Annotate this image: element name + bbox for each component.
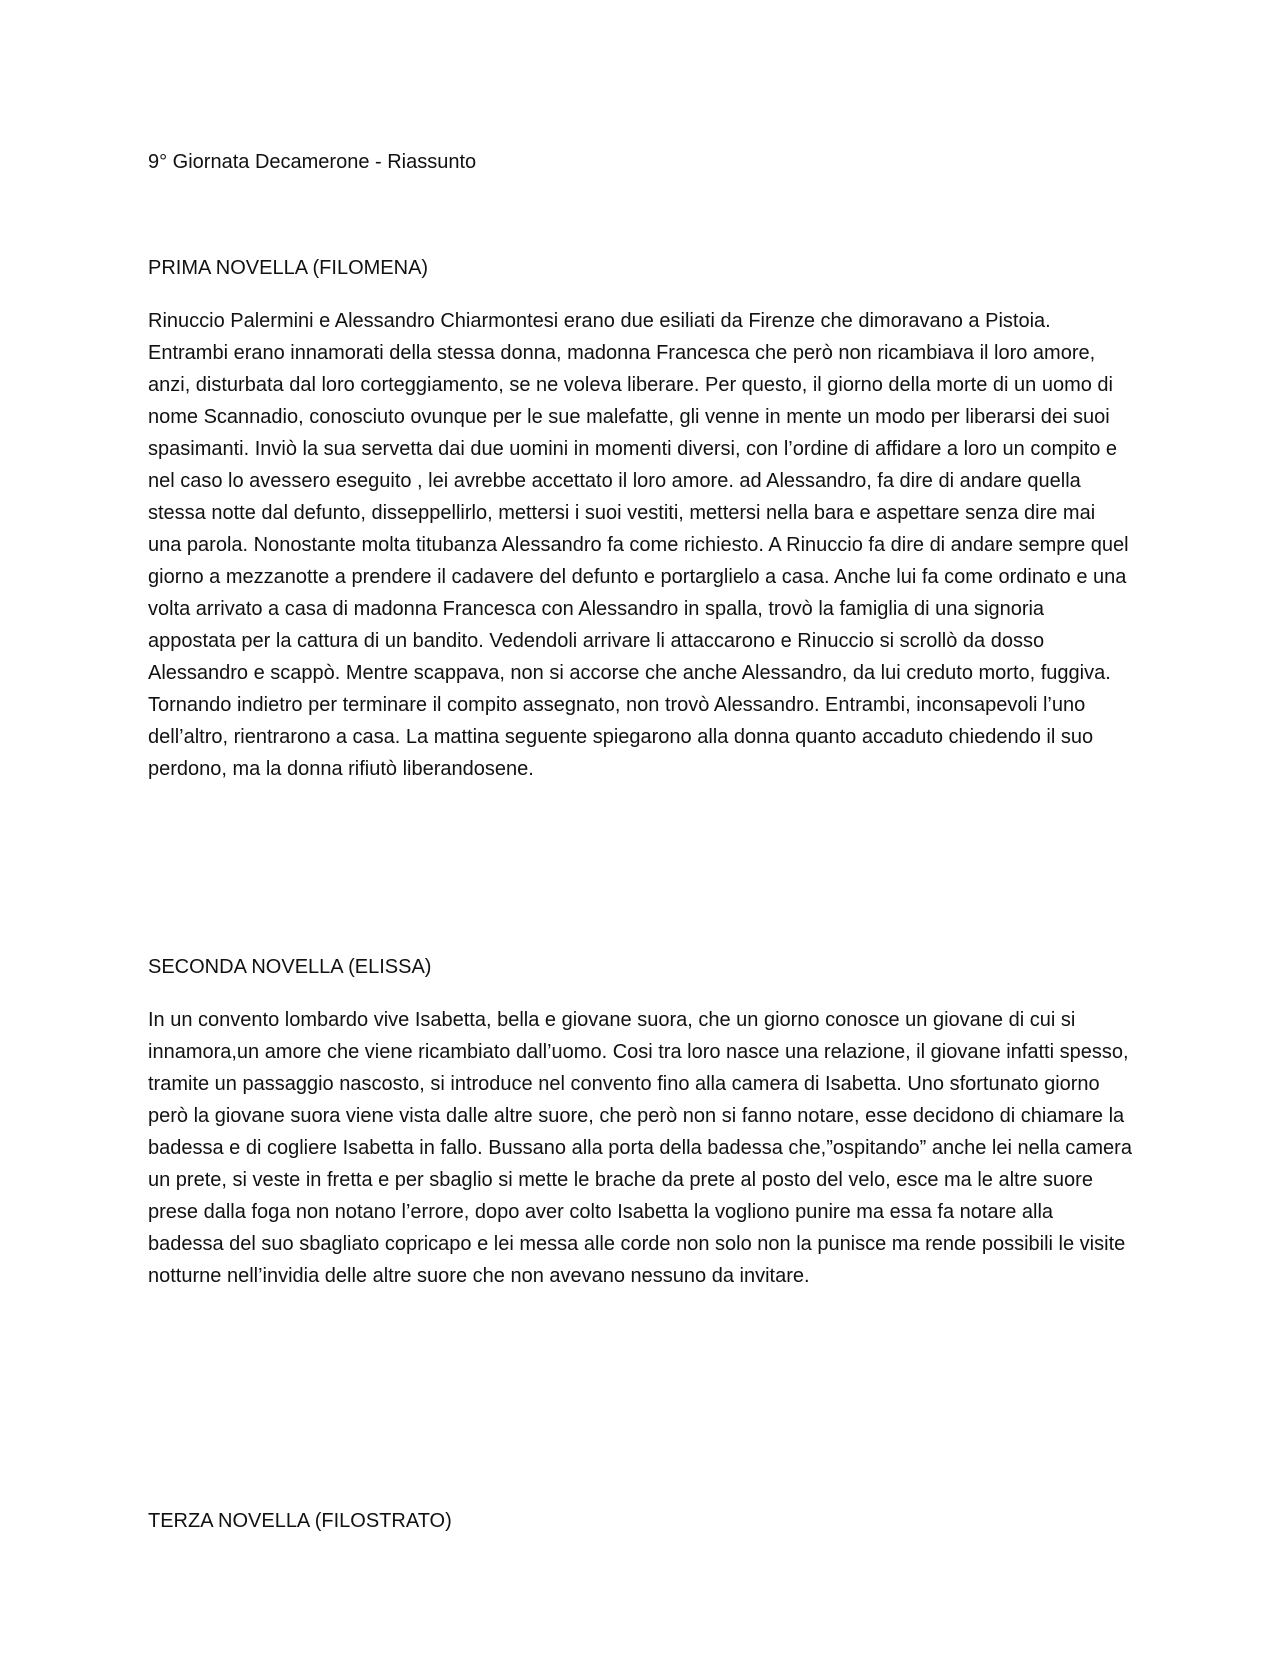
section-body-prima-novella: Rinuccio Palermini e Alessandro Chiarmontesi erano due esiliati da Firenze che dimoravano a Pistoia. Entrambi erano innamorati della stessa donna, madonna Francesca che però non ricambiava il loro amore, anzi, disturbata dal loro corteggiamento, se ne voleva liberare. Per questo, il giorno della morte di un uomo di nome Scannadio, conosciuto ovunque per le sue malefatte, gli venne in mente un modo per liberarsi dei suoi spasimanti. Inviò la sua servetta dai due uomini in momenti diversi, con l’ordine di affidare a loro un compito e nel caso lo avessero eseguito , lei avrebbe accettato il loro amore. ad Alessandro, fa dire di andare quella stessa notte dal defunto, disseppellirlo, mettersi i suoi vestiti, mettersi nella bara e aspettare senza dire mai una parola. Nonostante molta titubanza Alessandro fa come richiesto. A Rinuccio fa dire di andare sempre quel giorno a mezzanotte a prendere il cadavere del defunto e portarglielo a casa. Anche lui fa come ordinato e una volta arrivato a casa di madonna Francesca con Alessandro in spalla, trovò la famiglia di una signoria appostata per la cattura di un bandito. Vedendoli arrivare li attaccarono e Rinuccio si scrollò da dosso Alessandro e scappò. Mentre scappava, non si accorse che anche Alessandro, da lui creduto morto, fuggiva. Tornando indietro per terminare il compito assegnato, non trovò Alessandro. Entrambi, inconsapevoli l’uno dell’altro, rientrarono a casa. La mattina seguente spiegarono alla donna quanto accaduto chiedendo il suo perdono, ma la donna rifiutò liberandosene. xyxy=(148,310,1129,780)
document-title: 9° Giornata Decamerone - Riassunto xyxy=(148,151,477,173)
section-body-seconda-novella: In un convento lombardo vive Isabetta, bella e giovane suora, che un giorno conosce un giovane di cui si innamora,un amore che viene ricambiato dall’uomo. Cosi tra loro nasce una relazione, il giovane infatti spesso, tramite un passaggio nascosto, si introduce nel convento fino alla camera di Isabetta. Uno sfortunato giorno però la giovane suora viene vista dalle altre suore, che però non si fanno notare, esse decidono di chiamare la badessa e di cogliere Isabetta in fallo. Bussano alla porta della badessa che,”ospitando” anche lei nella camera un prete, si veste in fretta e per sbaglio si mette le brache da prete al posto del velo, esce ma le altre suore prese dalla foga non notano l’errore, dopo aver colto Isabetta la vogliono punire ma essa fa notare alla badessa del suo sbagliato copricapo e lei messa alle corde non solo non la punisce ma rende possibili le visite notturne nell’invidia delle altre suore che non avevano nessuno da invitare. xyxy=(148,1009,1132,1287)
section-heading-terza-novella: TERZA NOVELLA (FILOSTRATO) xyxy=(148,1510,452,1532)
section-heading-prima-novella: PRIMA NOVELLA (FILOMENA) xyxy=(148,257,429,279)
section-heading-seconda-novella: SECONDA NOVELLA (ELISSA) xyxy=(148,956,432,978)
